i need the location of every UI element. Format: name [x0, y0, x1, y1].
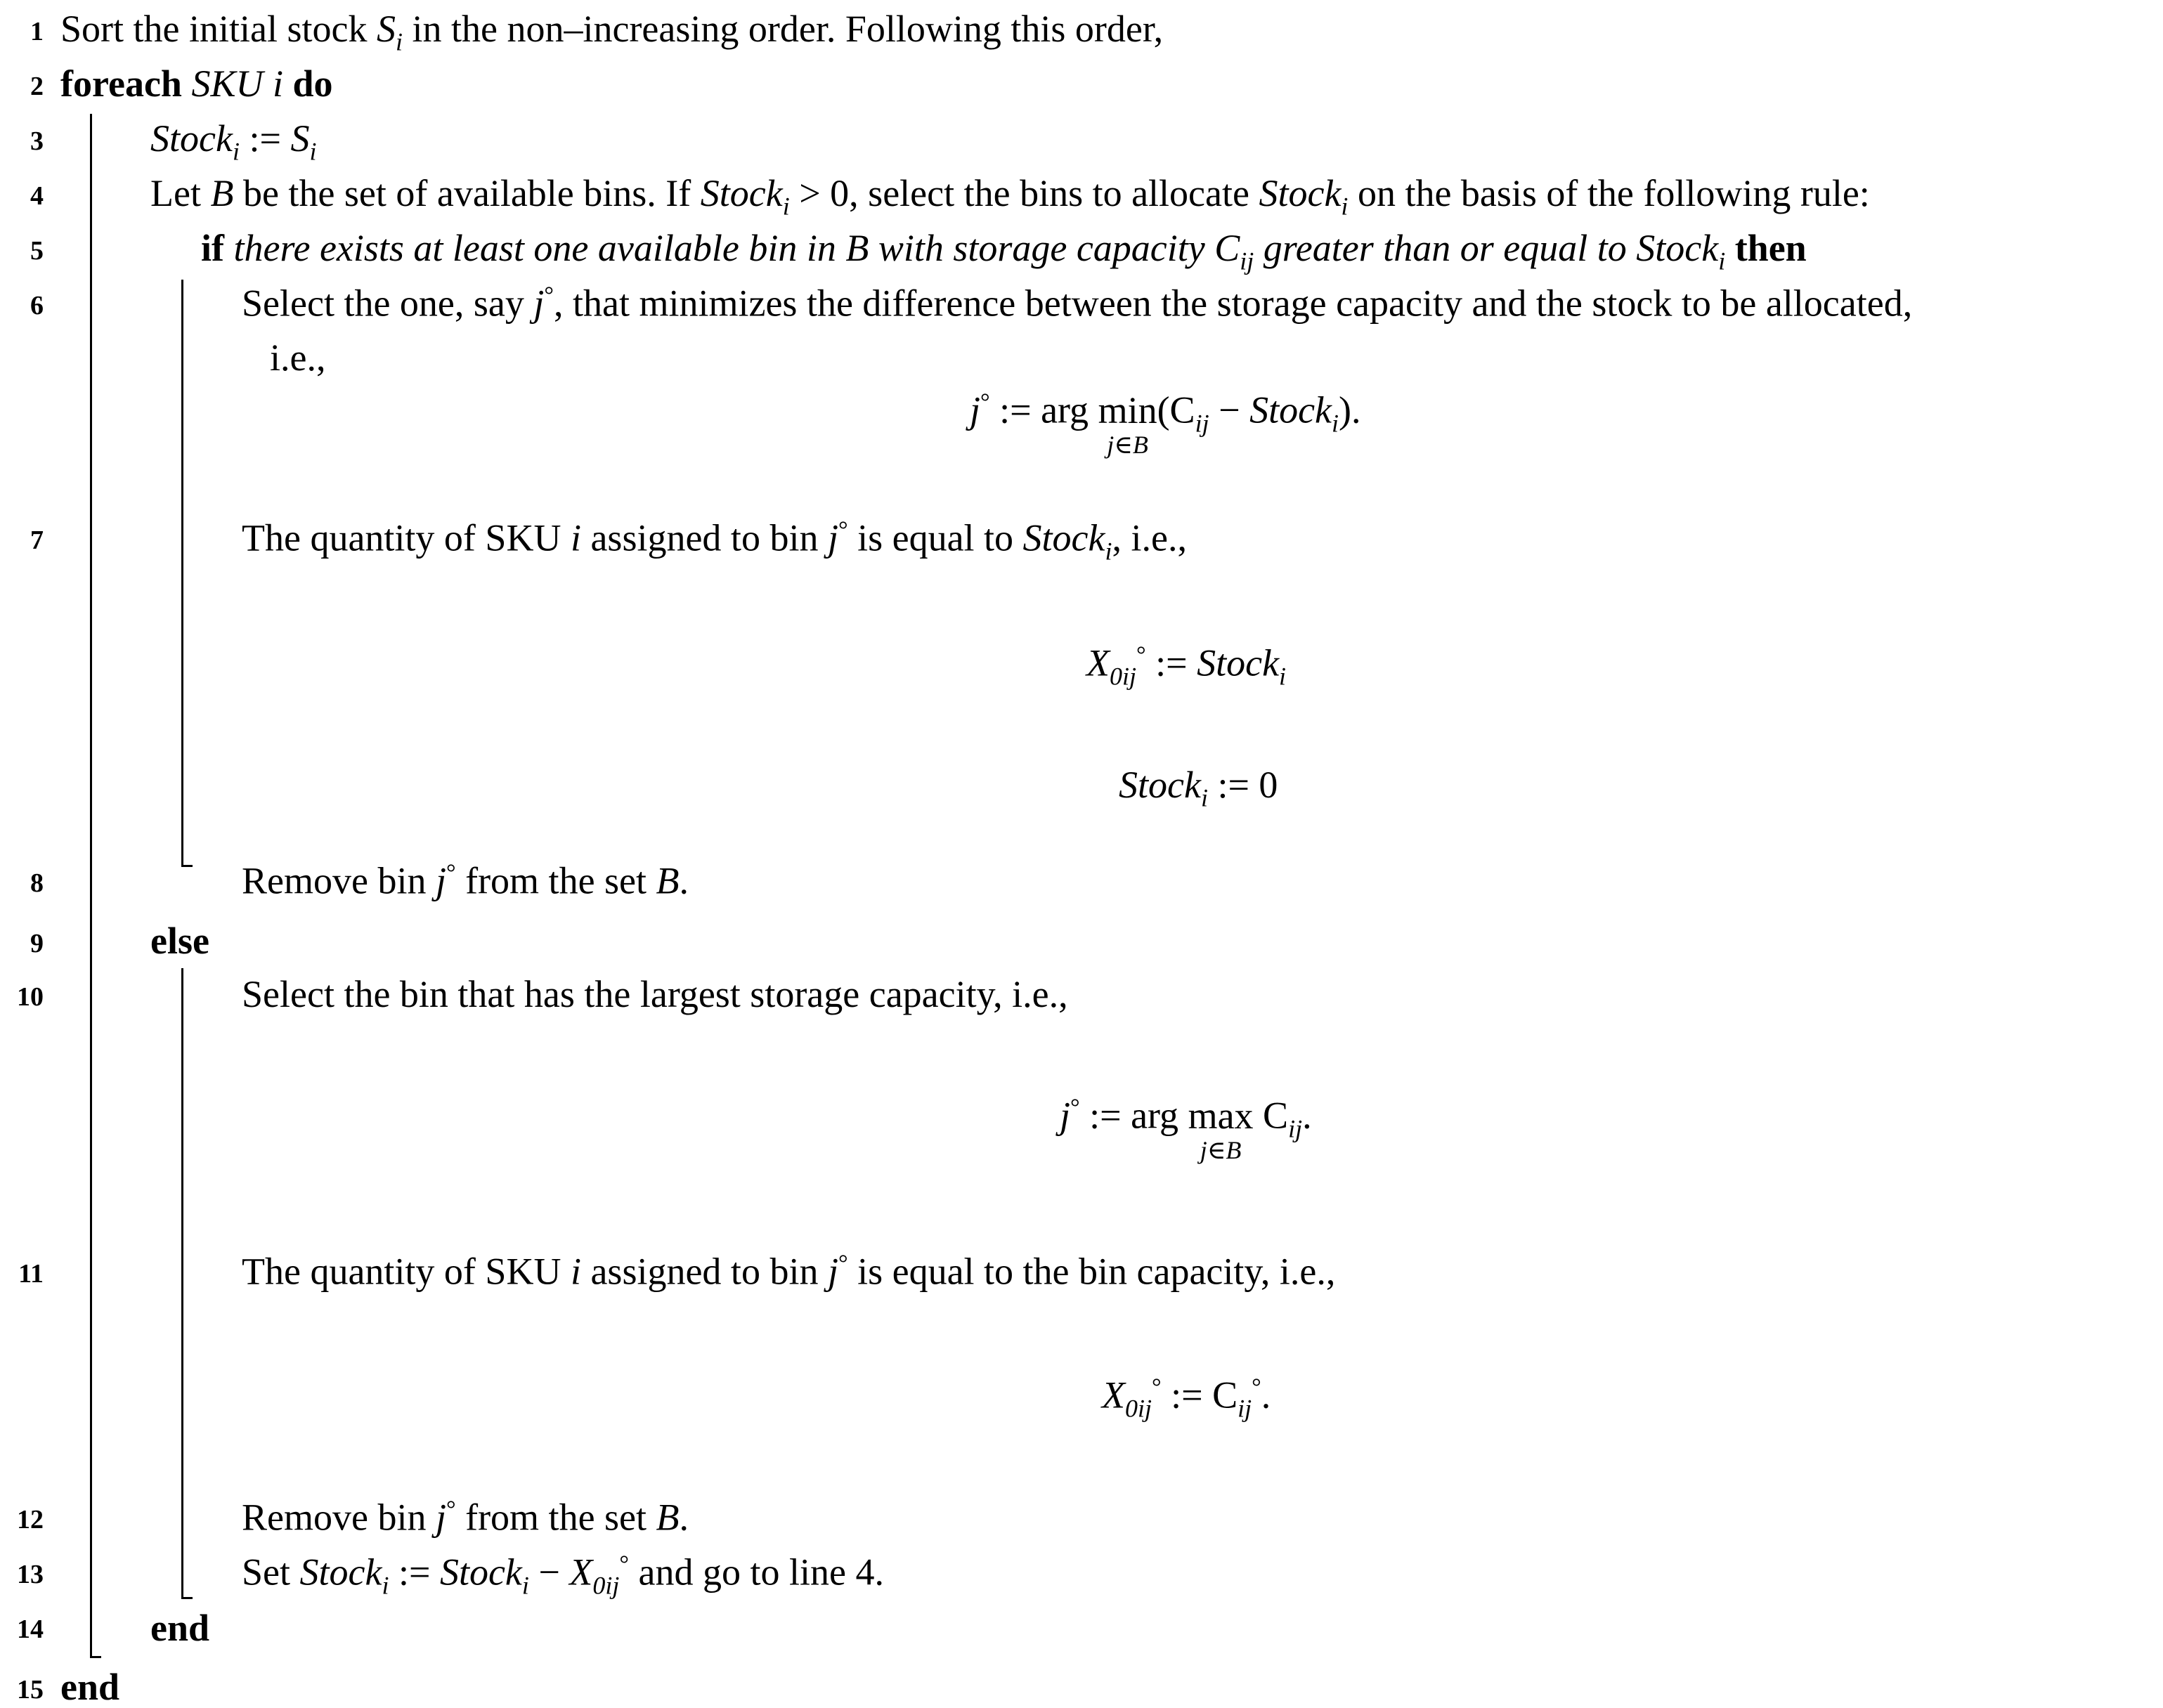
- text-segment: assigned to bin: [580, 1250, 828, 1293]
- text-segment: , that minimizes the difference between the storage capacity and the stock to be allocated,: [554, 282, 1913, 325]
- math-operator: := arg: [989, 389, 1098, 431]
- text-segment: Remove bin: [242, 859, 436, 902]
- line-number: 15: [17, 1675, 44, 1704]
- loop-variable: SKU i: [191, 63, 283, 105]
- math-symbol: Stock: [700, 172, 783, 214]
- math-superscript: °: [838, 1251, 848, 1277]
- math-subscript: i: [1341, 192, 1349, 221]
- math-symbol: X: [569, 1551, 593, 1593]
- text-segment: on the basis of the following rule:: [1348, 172, 1870, 214]
- line-number: 6: [30, 291, 44, 320]
- line-3-text: [150, 119, 316, 164]
- math-symbol: i: [570, 516, 581, 559]
- math-symbol: Stock: [299, 1551, 382, 1593]
- line-number: 7: [30, 526, 44, 555]
- math-subscript: i: [1718, 247, 1726, 275]
- line-number: 4: [30, 181, 44, 211]
- line-4-text: [150, 174, 1870, 219]
- line-9-else: [150, 922, 209, 960]
- text-segment: > 0, select the bins to allocate: [789, 172, 1259, 214]
- math-symbol: j: [533, 282, 545, 325]
- math-symbol: X: [1086, 641, 1110, 684]
- math-subscript: i: [782, 192, 790, 221]
- math-operator: :=: [239, 117, 291, 159]
- line-number: 8: [30, 868, 44, 898]
- math-symbol: j: [435, 1496, 446, 1539]
- math-symbol: Stock: [1259, 172, 1342, 214]
- math-subscript: 0ij: [1110, 662, 1137, 691]
- line-number: 2: [30, 72, 44, 101]
- math-superscript: °: [544, 282, 554, 308]
- math-operator: := arg: [1079, 1094, 1188, 1137]
- math-symbol: Stock: [1249, 389, 1332, 431]
- math-term: .: [1302, 1094, 1312, 1137]
- line-7-text: [242, 516, 1187, 566]
- math-symbol: j: [827, 516, 838, 559]
- math-symbol: Stock: [1197, 641, 1280, 684]
- text-segment: is equal to the bin capacity, i.e.,: [847, 1250, 1336, 1293]
- math-symbol: B: [656, 1496, 680, 1539]
- equation-stock-zero: [1119, 766, 1278, 811]
- line-6-continuation: [270, 339, 325, 377]
- operator-underscript: j∈B: [1107, 430, 1148, 459]
- text-segment: Select the one, say: [242, 282, 534, 325]
- math-symbol: Stock: [1022, 516, 1105, 559]
- math-superscript: °: [619, 1551, 630, 1577]
- equation-argmax: [1060, 1094, 1312, 1164]
- line-12-text: [242, 1498, 689, 1537]
- math-symbol: Stock: [150, 117, 233, 159]
- math-symbol: j: [435, 859, 446, 902]
- math-symbol: j: [1060, 1094, 1071, 1137]
- min-label: min: [1098, 389, 1157, 431]
- line-15-end: [60, 1668, 119, 1706]
- line-number: 5: [30, 236, 44, 266]
- max-operator: [1188, 1094, 1254, 1164]
- line-1-text: [60, 10, 1163, 55]
- line-number: 13: [17, 1560, 44, 1589]
- math-subscript: ij: [1288, 1114, 1303, 1143]
- math-operator: −: [528, 1551, 570, 1593]
- line-8-text: [242, 861, 689, 900]
- math-superscript: °: [1152, 1374, 1162, 1400]
- math-subscript: 0ij: [592, 1571, 620, 1600]
- text-segment: Remove bin: [242, 1496, 436, 1539]
- math-term: (C: [1157, 389, 1195, 431]
- text-segment: .: [679, 859, 689, 902]
- keyword-then: then: [1734, 227, 1807, 269]
- text-segment: from the set: [455, 859, 656, 902]
- math-symbol: B: [210, 172, 234, 214]
- math-symbol: S: [376, 8, 396, 50]
- operator-underscript: j∈B: [1200, 1135, 1242, 1164]
- math-term: C: [1253, 1094, 1289, 1137]
- math-operator: := C: [1161, 1374, 1238, 1416]
- math-symbol: Stock: [439, 1551, 522, 1593]
- math-operator: −: [1209, 389, 1250, 431]
- line-11-text: [242, 1252, 1335, 1291]
- math-operator: :=: [1145, 641, 1197, 684]
- math-subscript: i: [382, 1571, 389, 1600]
- line-6-text: [242, 282, 1913, 325]
- math-operator: :=: [389, 1551, 440, 1593]
- math-subscript: i: [309, 137, 317, 166]
- text-segment: , i.e.,: [1112, 516, 1187, 559]
- math-superscript: °: [446, 860, 456, 886]
- text-segment: Sort the initial stock: [60, 8, 377, 50]
- text-segment: and go to line 4.: [629, 1551, 884, 1593]
- math-symbol: X: [1102, 1374, 1125, 1416]
- text-segment: The quantity of SKU: [242, 516, 571, 559]
- else-block-bar: [181, 968, 183, 1599]
- line-number: 10: [17, 982, 44, 1012]
- foreach-block-bar: [90, 114, 92, 1658]
- line-10-text: [242, 975, 1068, 1013]
- text-segment: be the set of available bins. If: [233, 172, 701, 214]
- math-superscript: °: [1252, 1374, 1261, 1400]
- math-subscript: 0ij: [1125, 1394, 1152, 1423]
- line-5-if: [201, 229, 1807, 274]
- keyword-end: end: [60, 1666, 120, 1708]
- text-segment: is equal to: [847, 516, 1023, 559]
- then-block-bar-end: [181, 865, 193, 867]
- text-segment: Select the bin that has the largest storage capacity, i.e.,: [242, 973, 1068, 1015]
- equation-assign-capacity: [1102, 1376, 1271, 1421]
- min-operator: [1098, 389, 1157, 459]
- line-number: 11: [18, 1259, 44, 1289]
- math-symbol: j: [970, 389, 981, 431]
- math-superscript: °: [980, 389, 990, 415]
- text-segment: The quantity of SKU: [242, 1250, 571, 1293]
- line-13-text: [242, 1553, 884, 1598]
- math-superscript: °: [1070, 1095, 1080, 1121]
- line-2-foreach: [60, 65, 333, 103]
- keyword-else: else: [150, 920, 209, 962]
- line-number: 14: [17, 1615, 44, 1644]
- text-segment: assigned to bin: [580, 516, 828, 559]
- equation-assign-stock: [1086, 641, 1287, 691]
- math-symbol: i: [570, 1250, 581, 1293]
- math-subscript: i: [232, 137, 240, 166]
- math-subscript: i: [1105, 537, 1112, 566]
- math-subscript: ij: [1238, 1394, 1252, 1423]
- keyword-do: do: [292, 63, 333, 105]
- line-number: 3: [30, 126, 44, 156]
- keyword-end: end: [150, 1607, 210, 1649]
- math-superscript: °: [838, 517, 848, 543]
- math-symbol: S: [290, 117, 310, 159]
- math-subscript: i: [521, 1571, 529, 1600]
- else-block-bar-end: [181, 1597, 193, 1599]
- keyword-if: if: [201, 227, 224, 269]
- foreach-block-bar-end: [90, 1656, 101, 1658]
- math-subscript: ij: [1195, 409, 1209, 438]
- line-number: 9: [30, 929, 44, 958]
- math-term: ).: [1339, 389, 1361, 431]
- text-segment: from the set: [455, 1496, 656, 1539]
- line-number: 12: [17, 1505, 44, 1534]
- condition-text: greater than or equal to Stock: [1254, 227, 1719, 269]
- math-subscript: ij: [1240, 247, 1254, 275]
- math-symbol: j: [827, 1250, 838, 1293]
- math-subscript: i: [1200, 783, 1208, 812]
- text-segment: Let: [150, 172, 211, 214]
- equation-argmin: [970, 389, 1361, 459]
- keyword-foreach: foreach: [60, 63, 182, 105]
- math-term: .: [1261, 1374, 1271, 1416]
- text-segment: in the non–increasing order. Following this order,: [402, 8, 1164, 50]
- math-superscript: °: [1136, 642, 1146, 668]
- math-subscript: i: [395, 27, 403, 56]
- line-14-end: [150, 1609, 209, 1647]
- math-symbol: B: [656, 859, 680, 902]
- math-operator: := 0: [1207, 764, 1278, 806]
- text-segment: Set: [242, 1551, 300, 1593]
- condition-text: there exists at least one available bin in B with storage capacity C: [233, 227, 1240, 269]
- math-superscript: °: [446, 1497, 456, 1523]
- text-segment: i.e.,: [270, 337, 326, 379]
- then-block-bar: [181, 280, 183, 867]
- line-number: 1: [30, 17, 44, 46]
- max-label: max: [1188, 1094, 1254, 1137]
- text-segment: .: [679, 1496, 689, 1539]
- math-subscript: i: [1279, 662, 1287, 691]
- math-subscript: i: [1332, 409, 1339, 438]
- math-symbol: Stock: [1119, 764, 1201, 806]
